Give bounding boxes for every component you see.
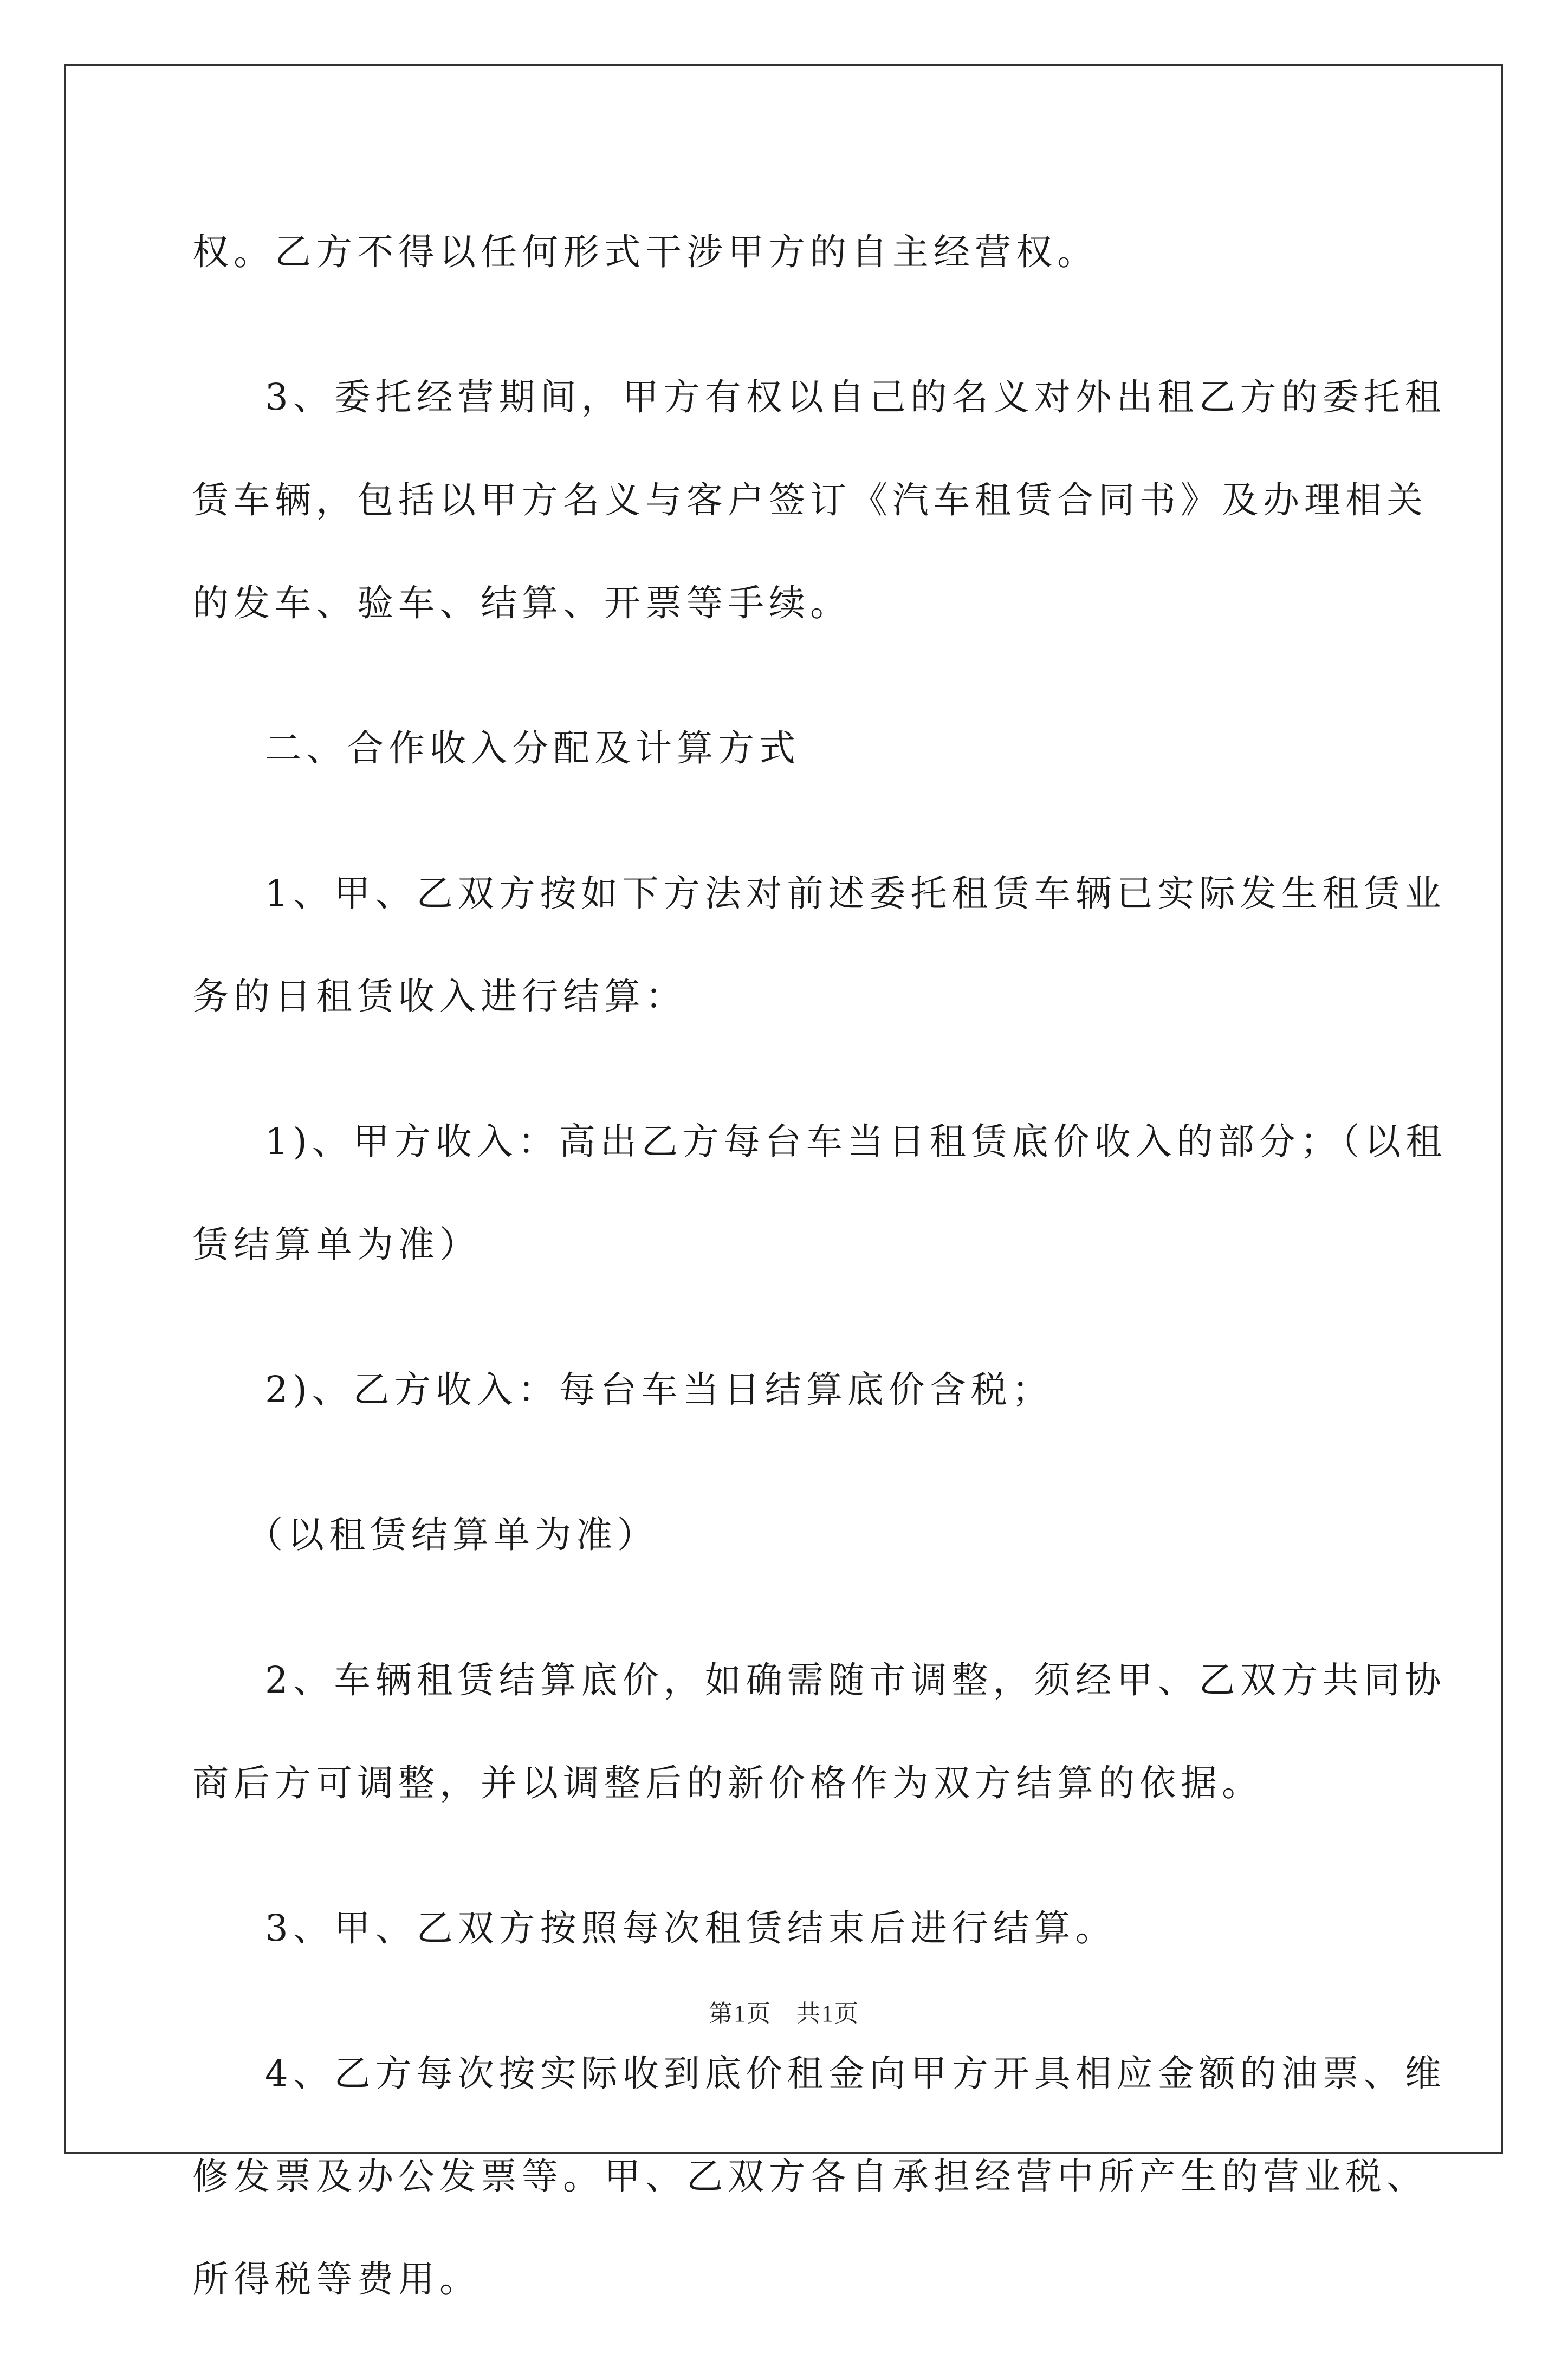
text-line: 2、车辆租赁结算底价，如确需随市调整，须经甲、乙双方共同协 bbox=[265, 1659, 1446, 1701]
paragraph-8 bbox=[192, 1629, 1446, 1834]
text-line: 1、甲、乙双方按如下方法对前述委托租赁车辆已实际发生租赁业 bbox=[265, 872, 1446, 915]
paragraph-1 bbox=[192, 200, 1373, 303]
paragraph-2 bbox=[192, 346, 1446, 654]
text-line: 商后方可调整，并以调整后的新价格作为双方结算的依据。 bbox=[192, 1762, 1263, 1804]
text-line: 权。乙方不得以任何形式干涉甲方的自主经营权。 bbox=[192, 231, 1098, 273]
text-line: 修发票及办公发票等。甲、乙双方各自承担经营中所产生的营业税、 bbox=[192, 2155, 1428, 2197]
section-heading bbox=[192, 697, 1373, 800]
paragraph-9 bbox=[192, 1877, 1373, 1980]
text-line: 赁车辆，包括以甲方名义与客户签订《汽车租赁合同书》及办理相关 bbox=[192, 479, 1428, 521]
text-line: 3、委托经营期间，甲方有权以自己的名义对外出租乙方的委托租 bbox=[265, 376, 1446, 418]
paragraph-4 bbox=[192, 842, 1446, 1048]
text-line: （以租赁结算单为准） bbox=[247, 1514, 658, 1556]
paragraph-5 bbox=[192, 1090, 1447, 1296]
text-line: 的发车、验车、结算、开票等手续。 bbox=[192, 582, 851, 624]
paragraph-7 bbox=[192, 1483, 1373, 1586]
text-line: 1)、甲方收入：高出乙方每台车当日租赁底价收入的部分；（以租 bbox=[265, 1120, 1447, 1163]
text-line: 赁结算单为准） bbox=[192, 1223, 481, 1266]
text-line: 3、甲、乙双方按照每次租赁结束后进行结算。 bbox=[265, 1907, 1117, 1949]
page-number-footer: 第1页 共1页 bbox=[709, 2000, 859, 2027]
text-line: 2)、乙方收入：每台车当日结算底价含税； bbox=[265, 1369, 1053, 1411]
text-line: 4、乙方每次按实际收到底价租金向甲方开具相应金额的油票、维 bbox=[265, 2052, 1446, 2095]
paragraph-10 bbox=[192, 2022, 1446, 2331]
text-line: 务的日租赁收入进行结算： bbox=[192, 975, 686, 1017]
paragraph-6 bbox=[192, 1338, 1373, 1441]
text-line: 二、合作收入分配及计算方式 bbox=[265, 727, 800, 769]
text-line: 所得税等费用。 bbox=[192, 2258, 481, 2300]
document-body bbox=[192, 200, 1447, 2373]
